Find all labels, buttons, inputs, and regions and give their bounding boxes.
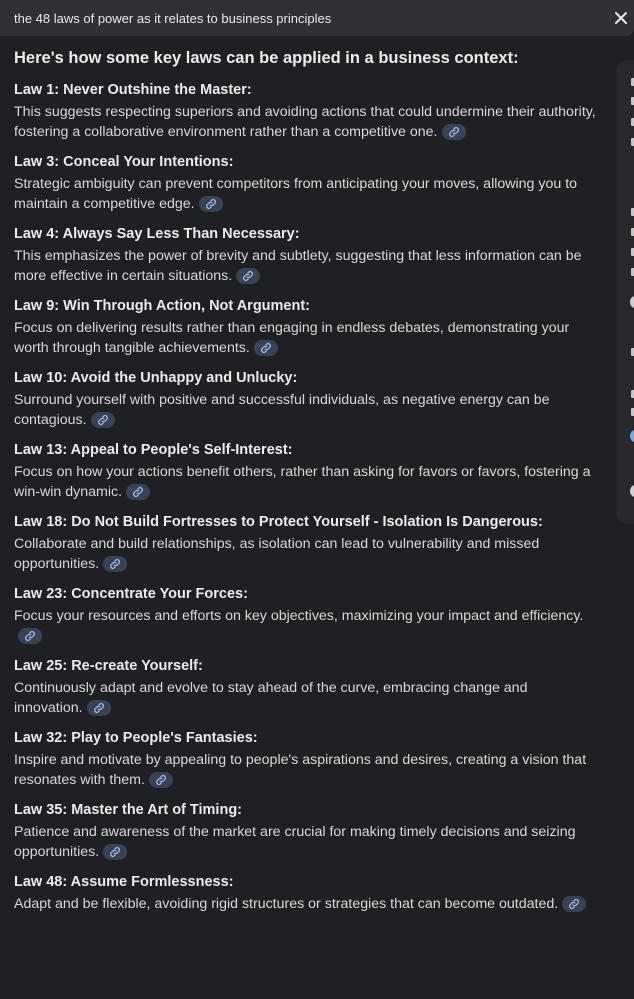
search-bar bbox=[0, 0, 634, 36]
law-description bbox=[14, 606, 598, 646]
link-icon bbox=[132, 486, 144, 498]
law-description-text: Adapt and be flexible, avoiding rigid structures or strategies that can become outdated. bbox=[14, 896, 559, 912]
law-item bbox=[14, 80, 598, 142]
law-description bbox=[14, 174, 598, 214]
law-description-text: Focus on delivering results rather than engaging in endless debates, demonstrating your worth through tangible achievements. bbox=[14, 320, 570, 356]
law-description-text: Surround yourself with positive and successful individuals, as negative energy can be contagious. bbox=[14, 392, 550, 428]
law-description-text: This suggests respecting superiors and avoiding actions that could undermine their authority, fostering a collaborative environment rather than a competitive one. bbox=[14, 104, 596, 140]
law-item bbox=[14, 800, 598, 862]
link-icon bbox=[155, 774, 167, 786]
law-description bbox=[14, 822, 598, 862]
link-icon bbox=[109, 558, 121, 570]
source-link-button[interactable] bbox=[18, 628, 42, 644]
law-title: Law 13: Appeal to People's Self-Interest: bbox=[14, 442, 293, 458]
law-description bbox=[14, 318, 598, 358]
law-title: Law 9: Win Through Action, Not Argument: bbox=[14, 298, 311, 314]
law-description-text: Focus on how your actions benefit others, rather than asking for favors or favors, fostering a win-win dynamic. bbox=[14, 464, 591, 500]
source-link-button[interactable] bbox=[126, 484, 150, 500]
law-description-text: This emphasizes the power of brevity and subtlety, suggesting that less information can be more effective in certain situations. bbox=[14, 248, 582, 284]
law-description bbox=[14, 462, 598, 502]
law-description bbox=[14, 678, 598, 718]
law-title: Law 32: Play to People's Fantasies: bbox=[14, 730, 258, 746]
source-link-button[interactable] bbox=[91, 412, 115, 428]
law-description-text: Patience and awareness of the market are crucial for making timely decisions and seizing opportunities. bbox=[14, 824, 576, 860]
law-title: Law 1: Never Outshine the Master: bbox=[14, 82, 252, 98]
link-icon bbox=[109, 846, 121, 858]
law-item bbox=[14, 728, 598, 790]
side-panel-avatar bbox=[630, 296, 634, 308]
law-description-text: Collaborate and build relationships, as isolation can lead to vulnerability and missed opportunities. bbox=[14, 536, 540, 572]
law-description bbox=[14, 534, 598, 574]
overview-heading: Here's how some key laws can be applied in a business context: bbox=[14, 49, 519, 67]
source-link-button[interactable] bbox=[87, 700, 111, 716]
law-item bbox=[14, 512, 598, 574]
law-description-text: Strategic ambiguity can prevent competitors from anticipating your moves, allowing you to maintain a competitive edge. bbox=[14, 176, 578, 212]
law-description bbox=[14, 246, 598, 286]
law-title: Law 48: Assume Formlessness: bbox=[14, 874, 234, 890]
source-link-button[interactable] bbox=[199, 196, 223, 212]
law-item bbox=[14, 152, 598, 214]
source-link-button[interactable] bbox=[442, 124, 466, 140]
side-panel-avatar bbox=[630, 430, 634, 442]
law-item bbox=[14, 584, 598, 646]
side-panel bbox=[617, 60, 634, 524]
link-icon bbox=[205, 198, 217, 210]
link-icon bbox=[24, 630, 36, 642]
link-icon bbox=[93, 702, 105, 714]
law-title: Law 3: Conceal Your Intentions: bbox=[14, 154, 234, 170]
law-description bbox=[14, 390, 598, 430]
law-item bbox=[14, 440, 598, 502]
link-icon bbox=[242, 270, 254, 282]
source-link-button[interactable] bbox=[103, 556, 127, 572]
law-list bbox=[14, 80, 598, 914]
side-panel-avatar bbox=[630, 485, 634, 497]
ai-overview bbox=[14, 46, 598, 924]
link-icon bbox=[260, 342, 272, 354]
law-description bbox=[14, 750, 598, 790]
law-title: Law 18: Do Not Build Fortresses to Protect Yourself - Isolation Is Dangerous: bbox=[14, 514, 543, 530]
law-title: Law 25: Re-create Yourself: bbox=[14, 658, 203, 674]
law-item bbox=[14, 224, 598, 286]
link-icon bbox=[97, 414, 109, 426]
law-description-text: Continuously adapt and evolve to stay ahead of the curve, embracing change and innovation. bbox=[14, 680, 528, 716]
link-icon bbox=[568, 898, 580, 910]
law-title: Law 10: Avoid the Unhappy and Unlucky: bbox=[14, 370, 298, 386]
law-item bbox=[14, 872, 598, 914]
source-link-button[interactable] bbox=[149, 772, 173, 788]
source-link-button[interactable] bbox=[562, 896, 586, 912]
law-item bbox=[14, 296, 598, 358]
law-item bbox=[14, 368, 598, 430]
source-link-button[interactable] bbox=[236, 268, 260, 284]
link-icon bbox=[448, 126, 460, 138]
search-input[interactable] bbox=[14, 0, 610, 36]
law-description bbox=[14, 894, 598, 914]
source-link-button[interactable] bbox=[103, 844, 127, 860]
close-icon[interactable] bbox=[610, 7, 632, 29]
law-title: Law 35: Master the Art of Timing: bbox=[14, 802, 242, 818]
law-description bbox=[14, 102, 598, 142]
law-title: Law 4: Always Say Less Than Necessary: bbox=[14, 226, 300, 242]
law-title: Law 23: Concentrate Your Forces: bbox=[14, 586, 248, 602]
law-description-text: Focus your resources and efforts on key objectives, maximizing your impact and efficiency. bbox=[14, 608, 584, 624]
law-description-text: Inspire and motivate by appealing to people's aspirations and desires, creating a vision that resonates with them. bbox=[14, 752, 587, 788]
law-item bbox=[14, 656, 598, 718]
source-link-button[interactable] bbox=[254, 340, 278, 356]
